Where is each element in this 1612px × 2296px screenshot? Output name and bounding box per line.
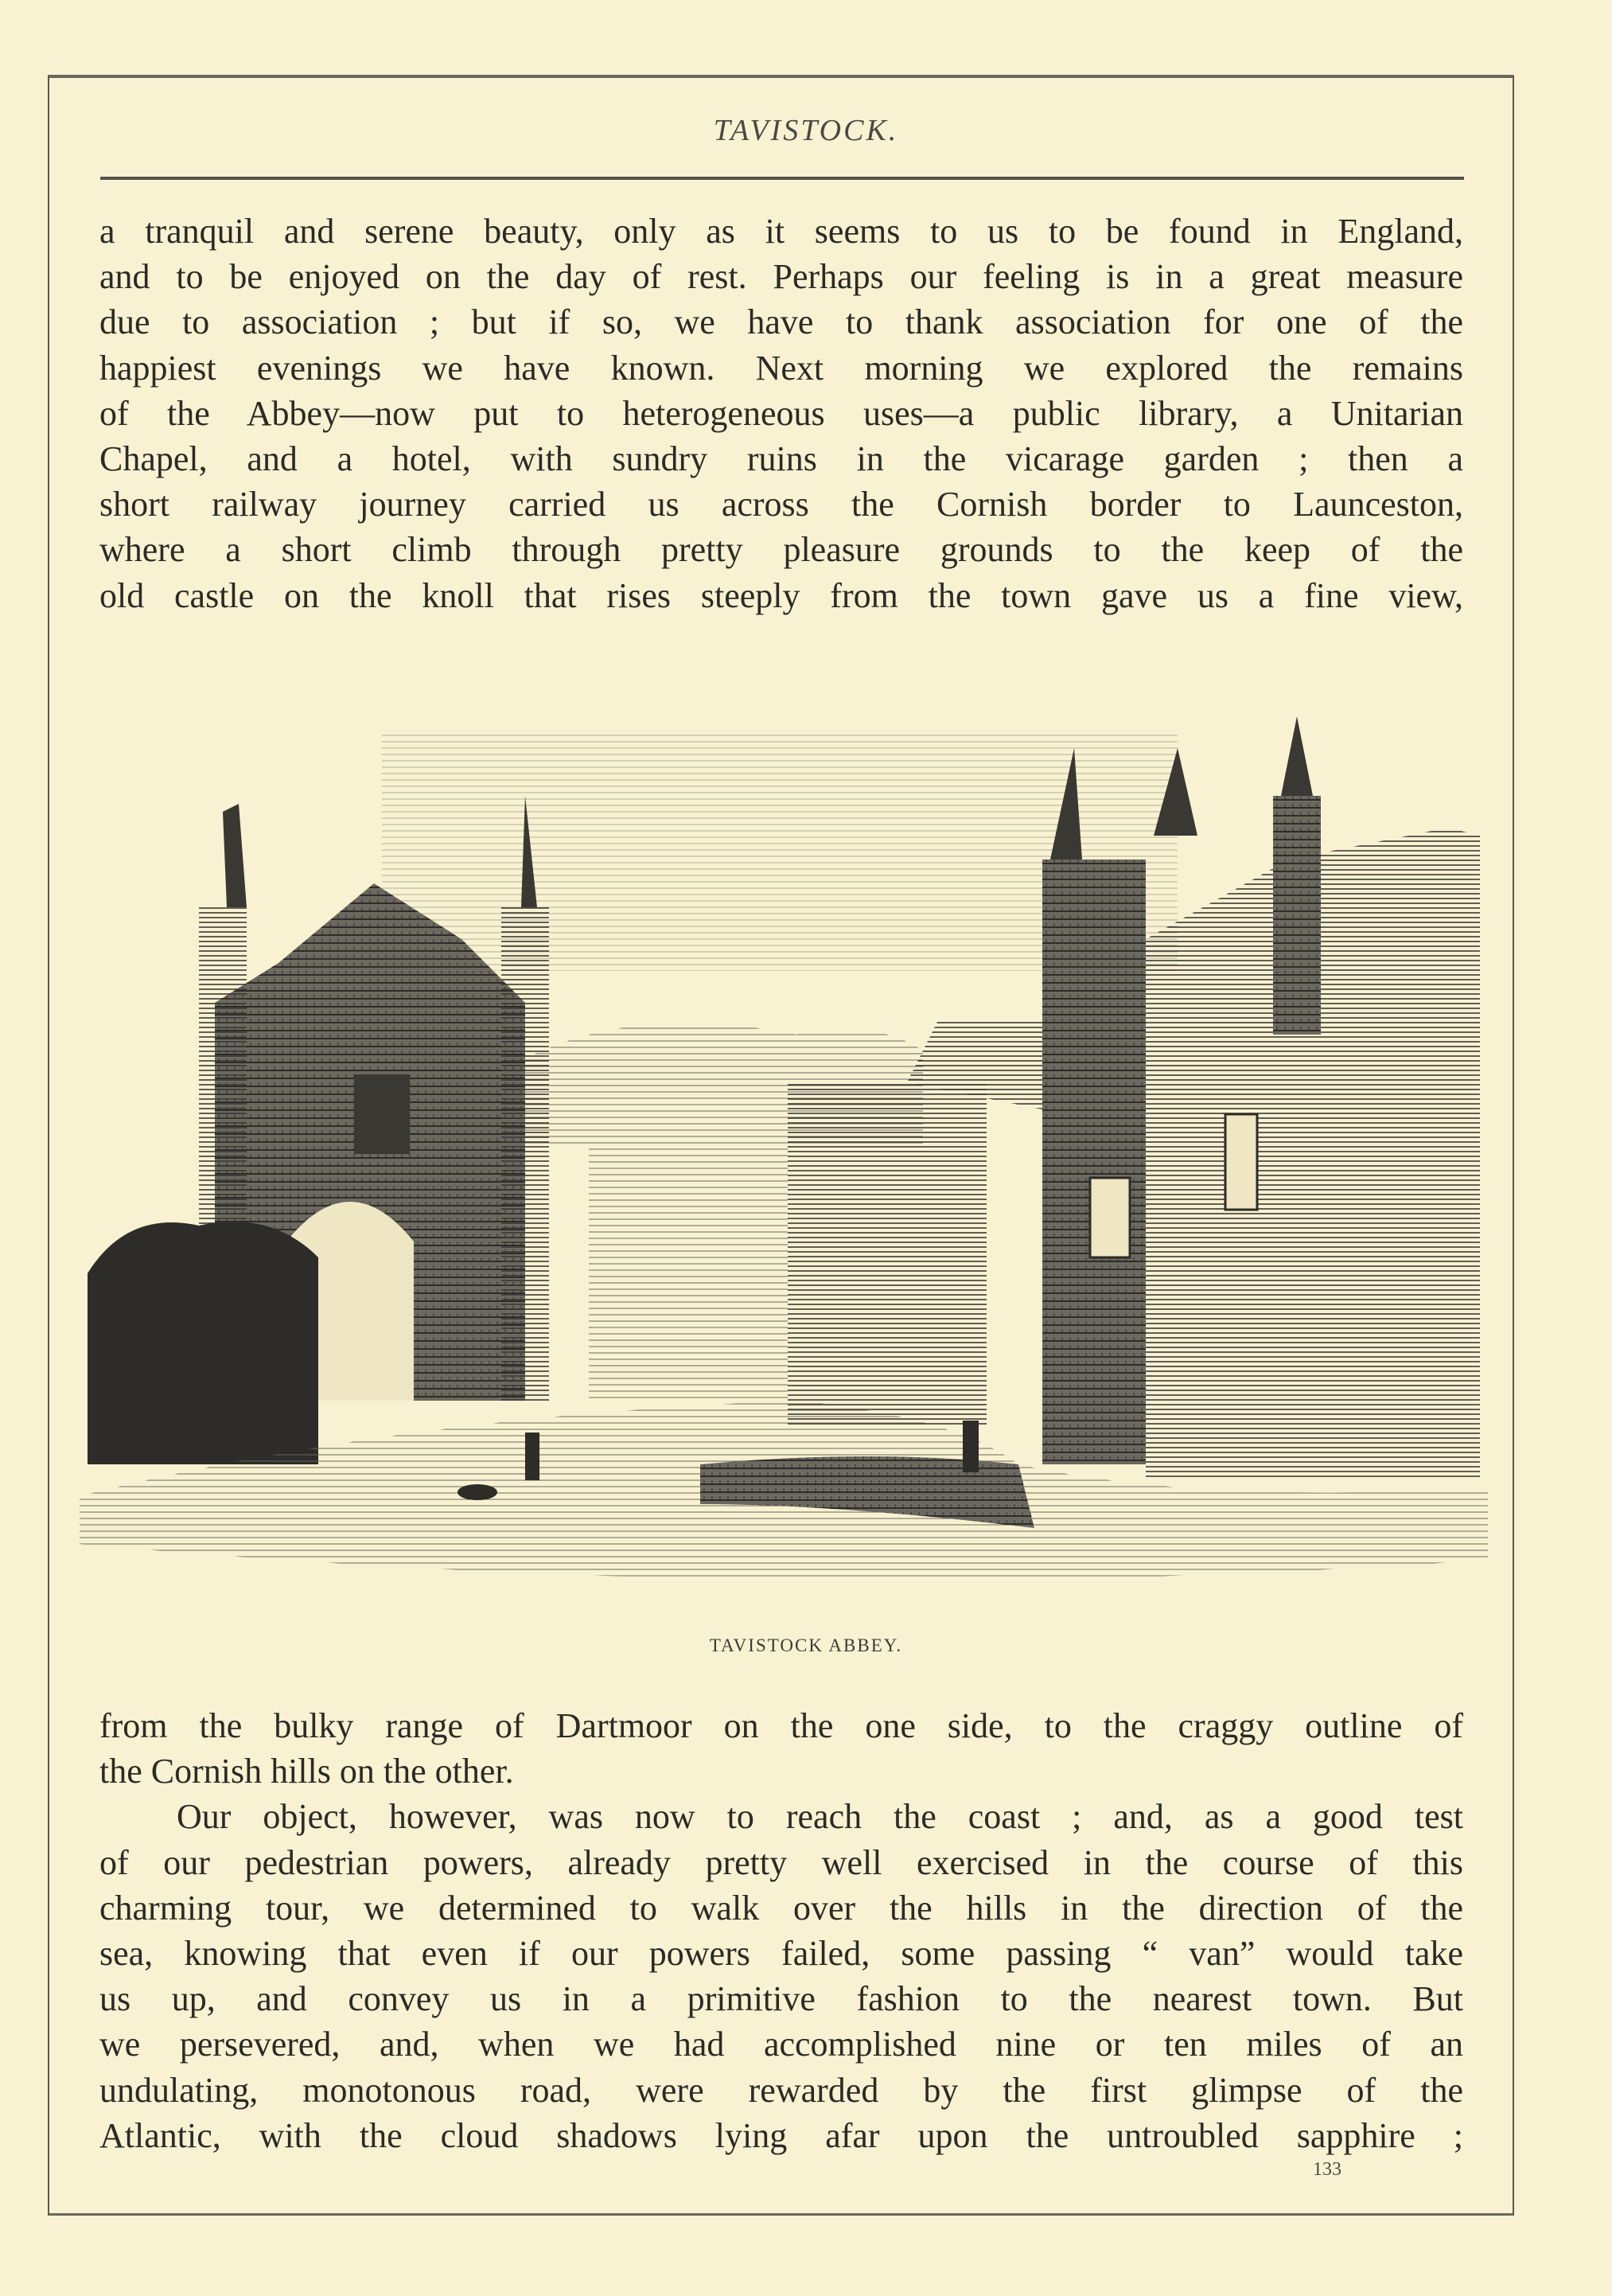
- text-line: Atlantic, with the cloud shadows lying afar upon the untroubled sapphire ;: [99, 2115, 1463, 2155]
- running-title: TAVISTOCK.: [713, 114, 899, 147]
- text-line: the Cornish hills on the other.: [99, 1752, 514, 1791]
- text-line: from the bulky range of Dartmoor on the one side, to the craggy outline of: [99, 1706, 1463, 1745]
- figure-caption: TAVISTOCK ABBEY.: [709, 1635, 903, 1655]
- text-line: Our object, however, was now to reach the coast ; and, as a good test: [177, 1797, 1463, 1837]
- ruined-chapel: [589, 1146, 788, 1401]
- text-line: sea, knowing that even if our powers failed, some passing “ van” would take: [99, 1933, 1463, 1973]
- page-number: 133: [1313, 2159, 1341, 2180]
- body-text-bottom: [99, 1703, 1463, 2158]
- text-line: us up, and convey us in a primitive fashion to the nearest town. But: [99, 1979, 1463, 2019]
- text-line: charming tour, we determined to walk over the hills in the direction of the: [99, 1888, 1463, 1928]
- text-line: Chapel, and a hotel, with sundry ruins in the vicarage garden ; then a: [99, 439, 1463, 478]
- text-line: a tranquil and serene beauty, only as it seems to us to be found in England,: [99, 212, 1463, 251]
- text-line: old castle on the knoll that rises steeply from the town gave us a fine view,: [99, 575, 1463, 615]
- text-line: where a short climb through pretty pleasure grounds to the keep of the: [99, 530, 1463, 570]
- text-line: of the Abbey—now put to heterogeneous uses—a public library, a Unitarian: [99, 393, 1463, 433]
- text-line: of our pedestrian powers, already pretty well exercised in the course of this: [99, 1842, 1463, 1882]
- tavistock-abbey-engraving: [80, 700, 1488, 1616]
- header-rule: [100, 177, 1464, 180]
- text-line: undulating, monotonous road, were rewarded by the first glimpse of the: [99, 2070, 1463, 2110]
- text-line: due to association ; but if so, we have to thank association for one of the: [99, 302, 1463, 342]
- text-line: we persevered, and, when we had accomplished nine or ten miles of an: [99, 2025, 1463, 2064]
- body-text-top: [99, 209, 1463, 618]
- text-line: and to be enjoyed on the day of rest. Perhaps our feeling is in a great measure: [99, 257, 1463, 297]
- ivy-bush: [88, 1222, 318, 1464]
- text-line: short railway journey carried us across the Cornish border to Launceston,: [99, 485, 1463, 524]
- text-line: happiest evenings we have known. Next morning we explored the remains: [99, 348, 1463, 388]
